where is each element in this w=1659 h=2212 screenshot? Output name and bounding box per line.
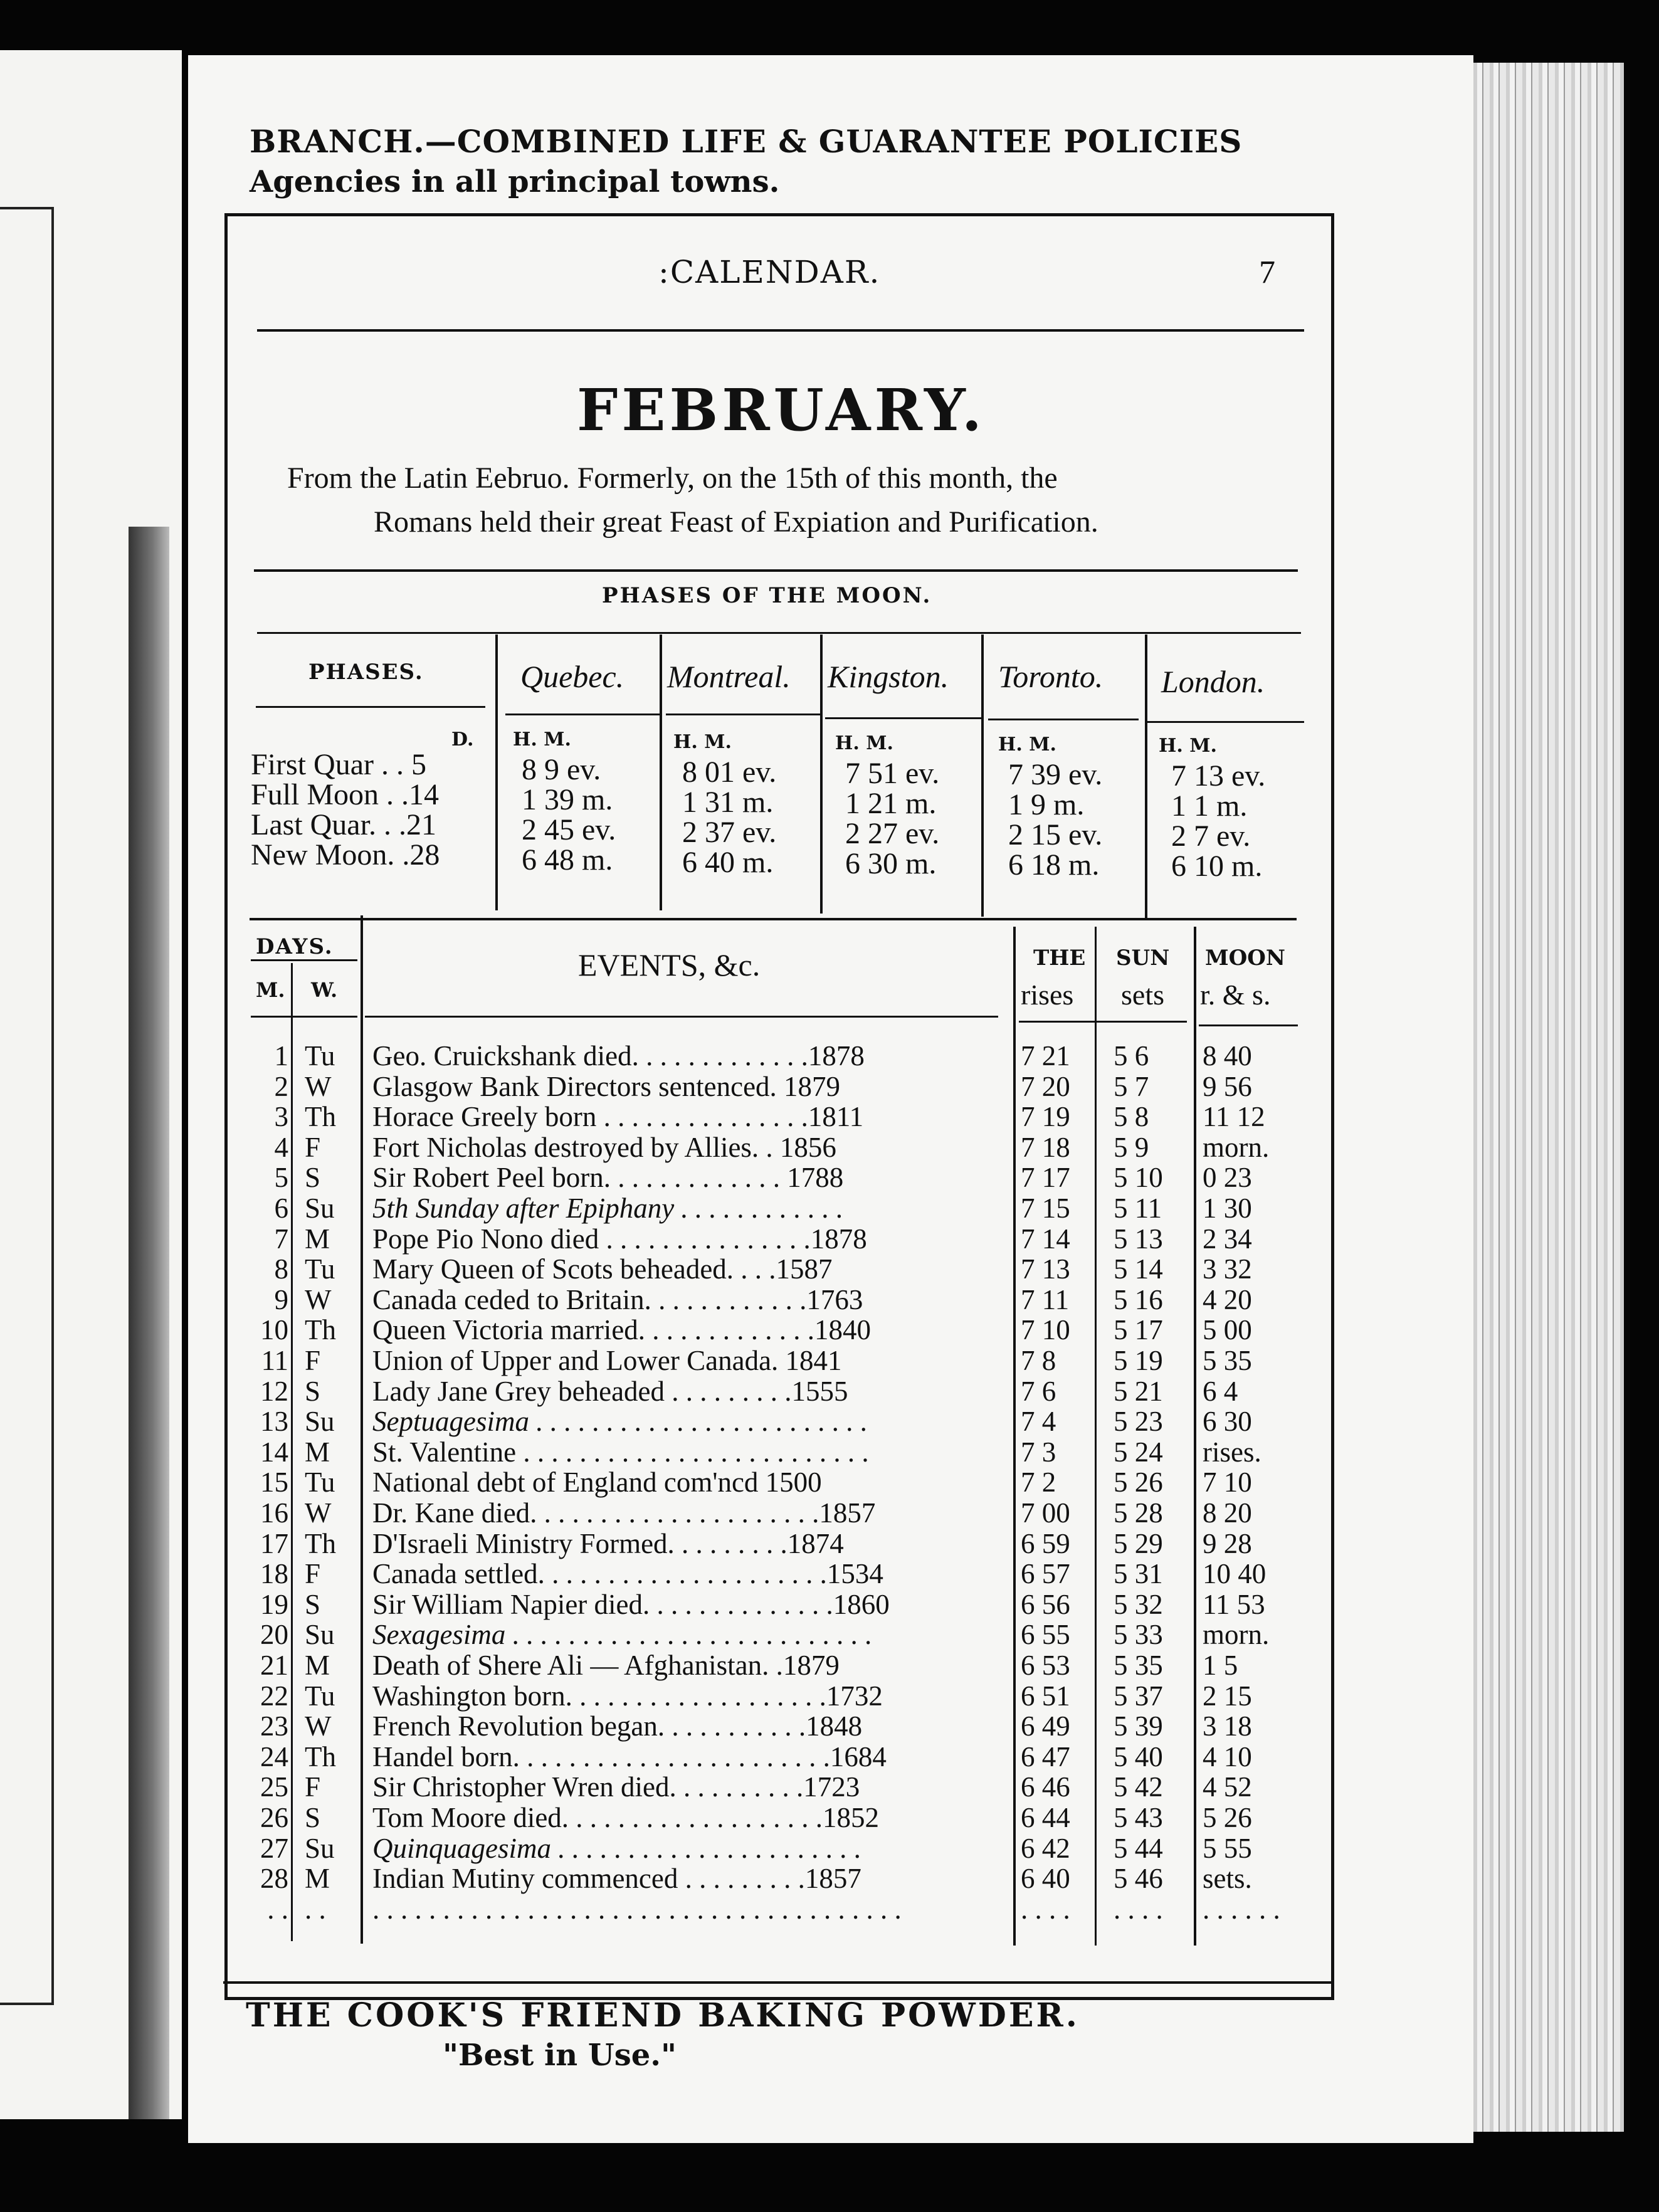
event-text: Canada ceded to Britain. . . . . . . . . . . .1763: [372, 1284, 863, 1315]
day-of-month: 26: [260, 1802, 288, 1833]
day-of-week: Th: [305, 1101, 336, 1132]
rule-toronto: [988, 719, 1139, 720]
event-text: D'Israeli Ministry Formed. . . . . . . . .1874: [372, 1528, 844, 1559]
sun-sets: 5 14: [1114, 1253, 1163, 1285]
phase-full-moon: Full Moon . .14: [251, 778, 440, 811]
day-of-month: 28: [260, 1863, 288, 1894]
sun-sets: 5 23: [1114, 1406, 1163, 1437]
sun-sets: 5 11: [1114, 1193, 1162, 1224]
day-of-week: Th: [305, 1314, 336, 1346]
rule-bottom: [223, 1981, 1333, 1984]
sun-rises: 7 4: [1021, 1406, 1056, 1437]
hm-label-quebec: H. M.: [513, 729, 571, 750]
sun-sets: 5 13: [1114, 1223, 1163, 1255]
rule-days: [251, 959, 357, 961]
sun-sets: 5 8: [1114, 1101, 1149, 1132]
day-of-month: 25: [260, 1771, 288, 1803]
sun-sets: 5 9: [1114, 1132, 1149, 1163]
time-montreal-1: 8 01 ev.: [682, 756, 777, 789]
event-text: Sir Robert Peel born. . . . . . . . . . . . . 1788: [372, 1162, 844, 1193]
day-of-month: 17: [260, 1528, 288, 1559]
hm-label-montreal: H. M.: [673, 731, 732, 753]
sun-rises: 6 59: [1021, 1528, 1070, 1559]
rule-events-bottom: [365, 1016, 998, 1018]
rule-mw-bottom: [251, 1016, 357, 1018]
moon-rise-set: rises.: [1203, 1436, 1261, 1468]
time-kingston-2: 1 21 m.: [845, 787, 937, 820]
rule-above-phases: [254, 569, 1298, 572]
rule-quebec: [505, 714, 660, 715]
sun-rises: 6 56: [1021, 1589, 1070, 1620]
moon-rise-set: 4 10: [1203, 1741, 1252, 1772]
sun-sets: 5 40: [1114, 1741, 1163, 1772]
city-kingston: Kingston.: [828, 659, 949, 694]
divider-sets-moon: [1194, 927, 1196, 1946]
day-of-month: 8: [274, 1253, 288, 1285]
moon-rise-set: morn.: [1203, 1619, 1270, 1650]
day-of-week: M: [305, 1436, 330, 1468]
moon-rise-set: 3 32: [1203, 1253, 1252, 1285]
event-text: National debt of England com'ncd 1500: [372, 1467, 822, 1498]
time-kingston-3: 2 27 ev.: [845, 817, 940, 850]
sun-sets: 5 16: [1114, 1284, 1163, 1315]
event-text: Sexagesima . . . . . . . . . . . . . . . . . . . . . . . . . .: [372, 1619, 873, 1650]
events-label: EVENTS, &c.: [578, 947, 761, 982]
phases-column-label: PHASES.: [308, 660, 424, 685]
day-of-month: 13: [260, 1406, 288, 1437]
time-quebec-4: 6 48 m.: [522, 843, 613, 877]
moon-rise-set: 7 10: [1203, 1467, 1252, 1498]
d-label: D.: [451, 729, 474, 750]
day-of-week: Su: [305, 1833, 335, 1864]
event-text: Canada settled. . . . . . . . . . . . . . . . . . . . .1534: [372, 1558, 883, 1589]
time-london-4: 6 10 m.: [1171, 850, 1263, 883]
time-toronto-3: 2 15 ev.: [1008, 818, 1103, 851]
moon-rise-set: 1 30: [1203, 1193, 1252, 1224]
day-of-month: 11: [261, 1345, 288, 1376]
day-of-week: Tu: [305, 1040, 335, 1072]
month-intro-line1: From the Latin Eebruo. Formerly, on the 15th of this month, the: [287, 461, 1058, 495]
day-of-week: M: [305, 1223, 330, 1255]
sun-sets: 5 29: [1114, 1528, 1163, 1559]
sun-rises: 7 18: [1021, 1132, 1070, 1163]
rule-sun-bottom: [1019, 1021, 1187, 1023]
day-of-week: Su: [305, 1619, 335, 1650]
sun-rises: 6 57: [1021, 1558, 1070, 1589]
m-label: M.: [256, 978, 285, 1002]
hm-label-london: H. M.: [1159, 735, 1217, 757]
sun-rises: 7 2: [1021, 1467, 1056, 1498]
event-text: 5th Sunday after Epiphany . . . . . . . . . . . .: [372, 1193, 844, 1224]
divider-events-rises: [1013, 927, 1016, 1946]
event-text: Handel born. . . . . . . . . . . . . . . . . . . . . . .1684: [372, 1741, 887, 1772]
event-text: Washington born. . . . . . . . . . . . . . . . . . .1732: [372, 1680, 883, 1712]
event-text: Fort Nicholas destroyed by Allies. . 1856: [372, 1132, 836, 1163]
sun-rises: 7 6: [1021, 1376, 1056, 1407]
phase-first-quarter: First Quar . . 5: [251, 748, 426, 781]
rule-moon-bottom: [1199, 1024, 1298, 1026]
event-text: Septuagesima . . . . . . . . . . . . . . . . . . . . . . . .: [372, 1406, 868, 1437]
moon-rise-set: 9 28: [1203, 1528, 1252, 1559]
running-head-title: :CALENDAR.: [658, 254, 881, 290]
time-montreal-2: 1 31 m.: [682, 786, 774, 819]
advert-footer-line2: "Best in Use.": [443, 2038, 677, 2073]
event-text: Glasgow Bank Directors sentenced. 1879: [372, 1071, 841, 1102]
day-of-month: 9: [274, 1284, 288, 1315]
day-of-month: 15: [260, 1467, 288, 1498]
day-of-week: F: [305, 1771, 321, 1803]
rule-london: [1147, 721, 1304, 723]
day-of-week: Th: [305, 1528, 336, 1559]
day-of-month: . .: [267, 1893, 288, 1925]
event-text: Geo. Cruickshank died. . . . . . . . . . . . .1878: [372, 1040, 865, 1072]
event-text: Horace Greely born . . . . . . . . . . . . . . .1811: [372, 1101, 864, 1132]
divider-5: [1145, 635, 1147, 918]
event-text: Lady Jane Grey beheaded . . . . . . . . .1555: [372, 1376, 848, 1407]
day-of-week: W: [305, 1497, 332, 1529]
sun-sets: 5 19: [1114, 1345, 1163, 1376]
day-of-week: S: [305, 1162, 321, 1193]
rule-below-phases: [250, 918, 1297, 920]
moon-rise-set: 4 52: [1203, 1771, 1252, 1803]
sun-rises: 7 00: [1021, 1497, 1070, 1529]
divider-1: [495, 635, 498, 910]
time-london-3: 2 7 ev.: [1171, 819, 1251, 853]
moon-rise-set: 11 53: [1203, 1589, 1265, 1620]
advert-header-line1: BRANCH.—COMBINED LIFE & GUARANTEE POLICIES: [250, 123, 1243, 160]
sun-rises: 6 40: [1021, 1863, 1070, 1894]
sun-rises: 7 11: [1021, 1284, 1070, 1315]
day-of-month: 7: [274, 1223, 288, 1255]
sun-sets: 5 46: [1114, 1863, 1163, 1894]
the-label: THE: [1033, 945, 1086, 971]
sun-sets: 5 42: [1114, 1771, 1163, 1803]
sun-sets: 5 26: [1114, 1467, 1163, 1498]
sun-rises: 7 17: [1021, 1162, 1070, 1193]
sun-sets: 5 10: [1114, 1162, 1163, 1193]
moon-rise-set: 5 35: [1203, 1345, 1252, 1376]
event-text: Mary Queen of Scots beheaded. . . .1587: [372, 1253, 833, 1285]
day-of-month: 12: [260, 1376, 288, 1407]
divider-rises-sets: [1095, 927, 1097, 1946]
day-of-week: M: [305, 1863, 330, 1894]
moon-rise-set: 6 30: [1203, 1406, 1252, 1437]
day-of-week: Th: [305, 1741, 336, 1772]
city-london: London.: [1161, 664, 1265, 699]
advert-header-line2: Agencies in all principal towns.: [250, 164, 780, 199]
phase-last-quarter: Last Quar. . .21: [251, 808, 436, 841]
event-text: Sir William Napier died. . . . . . . . . . . . . .1860: [372, 1589, 890, 1620]
city-montreal: Montreal.: [667, 659, 791, 694]
moon-rise-set: 2 15: [1203, 1680, 1252, 1712]
sun-sets: 5 43: [1114, 1802, 1163, 1833]
sun-sets: 5 21: [1114, 1376, 1163, 1407]
time-kingston-4: 6 30 m.: [845, 847, 937, 880]
book-gutter: [129, 527, 169, 2119]
sun-rises: 6 53: [1021, 1650, 1070, 1681]
month-title: FEBRUARY.: [577, 376, 986, 444]
event-text: French Revolution began. . . . . . . . . . .1848: [372, 1710, 863, 1742]
sun-rises: 6 47: [1021, 1741, 1070, 1772]
day-of-week: F: [305, 1558, 321, 1589]
day-of-month: 6: [274, 1193, 288, 1224]
sun-rises: 7 10: [1021, 1314, 1070, 1346]
w-label: W.: [311, 978, 338, 1002]
day-of-week: . .: [305, 1893, 326, 1925]
day-of-month: 2: [274, 1071, 288, 1102]
moon-rise-set: 8 40: [1203, 1040, 1252, 1072]
day-of-week: S: [305, 1589, 321, 1620]
divider-w-events: [361, 915, 363, 1944]
advert-footer-line1: THE COOK'S FRIEND BAKING POWDER.: [246, 1996, 1080, 2035]
moon-rise-set: 6 4: [1203, 1376, 1238, 1407]
moon-rise-set: 11 12: [1203, 1101, 1265, 1132]
divider-2: [660, 635, 662, 910]
phases-heading: PHASES OF THE MOON.: [602, 583, 932, 608]
day-of-month: 14: [260, 1436, 288, 1468]
rises-label: rises: [1021, 979, 1074, 1011]
sun-sets: 5 37: [1114, 1680, 1163, 1712]
month-intro-line2: Romans held their great Feast of Expiation and Purification.: [374, 505, 1098, 539]
day-of-month: 22: [260, 1680, 288, 1712]
sun-sets: 5 44: [1114, 1833, 1163, 1864]
moon-rise-set: 8 20: [1203, 1497, 1252, 1529]
event-text: Sir Christopher Wren died. . . . . . . . . .1723: [372, 1771, 860, 1803]
day-of-month: 27: [260, 1833, 288, 1864]
sun-rises: . . . .: [1021, 1893, 1070, 1925]
time-montreal-4: 6 40 m.: [682, 846, 774, 879]
sun-rises: 6 46: [1021, 1771, 1070, 1803]
day-of-month: 21: [260, 1650, 288, 1681]
day-of-week: F: [305, 1132, 321, 1163]
time-quebec-2: 1 39 m.: [522, 783, 613, 816]
facing-page-border: [0, 207, 54, 2005]
sun-rises: 6 42: [1021, 1833, 1070, 1864]
moon-rise-set: 5 26: [1203, 1802, 1252, 1833]
day-of-week: Tu: [305, 1467, 335, 1498]
moon-rise-set: 1 5: [1203, 1650, 1238, 1681]
hm-label-toronto: H. M.: [998, 734, 1056, 756]
sun-sets: . . . .: [1114, 1893, 1163, 1925]
moon-rise-set: 5 00: [1203, 1314, 1252, 1346]
time-kingston-1: 7 51 ev.: [845, 757, 940, 790]
day-of-month: 19: [260, 1589, 288, 1620]
time-toronto-2: 1 9 m.: [1008, 788, 1085, 821]
day-of-month: 3: [274, 1101, 288, 1132]
event-text: Queen Victoria married. . . . . . . . . . . . .1840: [372, 1314, 872, 1346]
day-of-month: 4: [274, 1132, 288, 1163]
day-of-week: Su: [305, 1193, 335, 1224]
day-of-week: W: [305, 1071, 332, 1102]
moon-rs-label: r. & s.: [1200, 979, 1271, 1011]
sun-rises: 6 55: [1021, 1619, 1070, 1650]
page-number: 7: [1259, 255, 1275, 290]
sun-rises: 7 20: [1021, 1071, 1070, 1102]
divider-m-w: [291, 963, 293, 1941]
time-quebec-1: 8 9 ev.: [522, 753, 601, 786]
moon-rise-set: 2 34: [1203, 1223, 1252, 1255]
sun-sets: 5 17: [1114, 1314, 1163, 1346]
moon-rise-set: 10 40: [1203, 1558, 1267, 1589]
event-text: St. Valentine . . . . . . . . . . . . . . . . . . . . . . . . .: [372, 1436, 869, 1468]
time-toronto-1: 7 39 ev.: [1008, 758, 1103, 791]
event-text: Quinquagesima . . . . . . . . . . . . . . . . . . . . . .: [372, 1833, 861, 1864]
sun-sets: 5 35: [1114, 1650, 1163, 1681]
sun-label: SUN: [1116, 945, 1170, 971]
moon-rise-set: 9 56: [1203, 1071, 1252, 1102]
time-london-1: 7 13 ev.: [1171, 759, 1266, 793]
sun-sets: 5 39: [1114, 1710, 1163, 1742]
sun-sets: 5 33: [1114, 1619, 1163, 1650]
sun-rises: 7 15: [1021, 1193, 1070, 1224]
event-text: Dr. Kane died. . . . . . . . . . . . . . . . . . . . .1857: [372, 1497, 876, 1529]
moon-rise-set: 4 20: [1203, 1284, 1252, 1315]
moon-rise-set: sets.: [1203, 1863, 1252, 1894]
day-of-week: Tu: [305, 1680, 335, 1712]
moon-rise-set: . . . . . .: [1203, 1893, 1280, 1925]
day-of-month: 24: [260, 1741, 288, 1772]
day-of-week: S: [305, 1802, 321, 1833]
rule-phases-label: [256, 706, 485, 708]
sun-rises: 7 13: [1021, 1253, 1070, 1285]
sun-sets: 5 7: [1114, 1071, 1149, 1102]
day-of-month: 23: [260, 1710, 288, 1742]
day-of-week: F: [305, 1345, 321, 1376]
day-of-week: W: [305, 1284, 332, 1315]
day-of-week: S: [305, 1376, 321, 1407]
sun-sets: 5 24: [1114, 1436, 1163, 1468]
sun-sets: 5 32: [1114, 1589, 1163, 1620]
time-quebec-3: 2 45 ev.: [522, 813, 616, 846]
day-of-month: 18: [260, 1558, 288, 1589]
day-of-week: Su: [305, 1406, 335, 1437]
page-stack-edges: [1473, 63, 1624, 2132]
city-toronto: Toronto.: [998, 659, 1103, 694]
sun-rises: 7 21: [1021, 1040, 1070, 1072]
day-of-month: 1: [274, 1040, 288, 1072]
event-text: Tom Moore died. . . . . . . . . . . . . . . . . . .1852: [372, 1802, 880, 1833]
sun-rises: 6 51: [1021, 1680, 1070, 1712]
hm-label-kingston: H. M.: [835, 732, 893, 754]
day-of-month: 5: [274, 1162, 288, 1193]
day-of-month: 20: [260, 1619, 288, 1650]
phase-new-moon: New Moon. .28: [251, 838, 440, 872]
city-quebec: Quebec.: [520, 659, 624, 694]
sun-rises: 6 44: [1021, 1802, 1070, 1833]
time-toronto-4: 6 18 m.: [1008, 848, 1100, 882]
event-text: Union of Upper and Lower Canada. 1841: [372, 1345, 842, 1376]
event-text: Indian Mutiny commenced . . . . . . . . .1857: [372, 1863, 861, 1894]
moon-rise-set: 3 18: [1203, 1710, 1252, 1742]
rule-montreal: [666, 714, 821, 715]
rule-phases-top: [257, 632, 1301, 634]
sun-rises: 7 3: [1021, 1436, 1056, 1468]
rule-under-head: [257, 329, 1304, 332]
moon-rise-set: 5 55: [1203, 1833, 1252, 1864]
sets-label: sets: [1121, 979, 1164, 1011]
day-of-month: 10: [260, 1314, 288, 1346]
event-text: Pope Pio Nono died . . . . . . . . . . . . . . .1878: [372, 1223, 867, 1255]
moon-rise-set: morn.: [1203, 1132, 1270, 1163]
divider-4: [981, 635, 984, 917]
day-of-week: M: [305, 1650, 330, 1681]
time-london-2: 1 1 m.: [1171, 789, 1248, 823]
moon-rise-set: 0 23: [1203, 1162, 1252, 1193]
rule-kingston: [825, 717, 983, 719]
moon-label: MOON: [1205, 945, 1285, 971]
day-of-week: W: [305, 1710, 332, 1742]
time-montreal-3: 2 37 ev.: [682, 816, 777, 849]
event-text: . . . . . . . . . . . . . . . . . . . . . . . . . . . . . . . . . . . . . .: [372, 1893, 902, 1925]
days-label: DAYS.: [256, 934, 334, 959]
day-of-month: 16: [260, 1497, 288, 1529]
day-of-week: Tu: [305, 1253, 335, 1285]
sun-sets: 5 31: [1114, 1558, 1163, 1589]
divider-3: [820, 635, 823, 914]
sun-rises: 7 19: [1021, 1101, 1070, 1132]
sun-rises: 7 14: [1021, 1223, 1070, 1255]
sun-rises: 7 8: [1021, 1345, 1056, 1376]
sun-rises: 6 49: [1021, 1710, 1070, 1742]
sun-sets: 5 28: [1114, 1497, 1163, 1529]
event-text: Death of Shere Ali — Afghanistan. .1879: [372, 1650, 840, 1681]
sun-sets: 5 6: [1114, 1040, 1149, 1072]
